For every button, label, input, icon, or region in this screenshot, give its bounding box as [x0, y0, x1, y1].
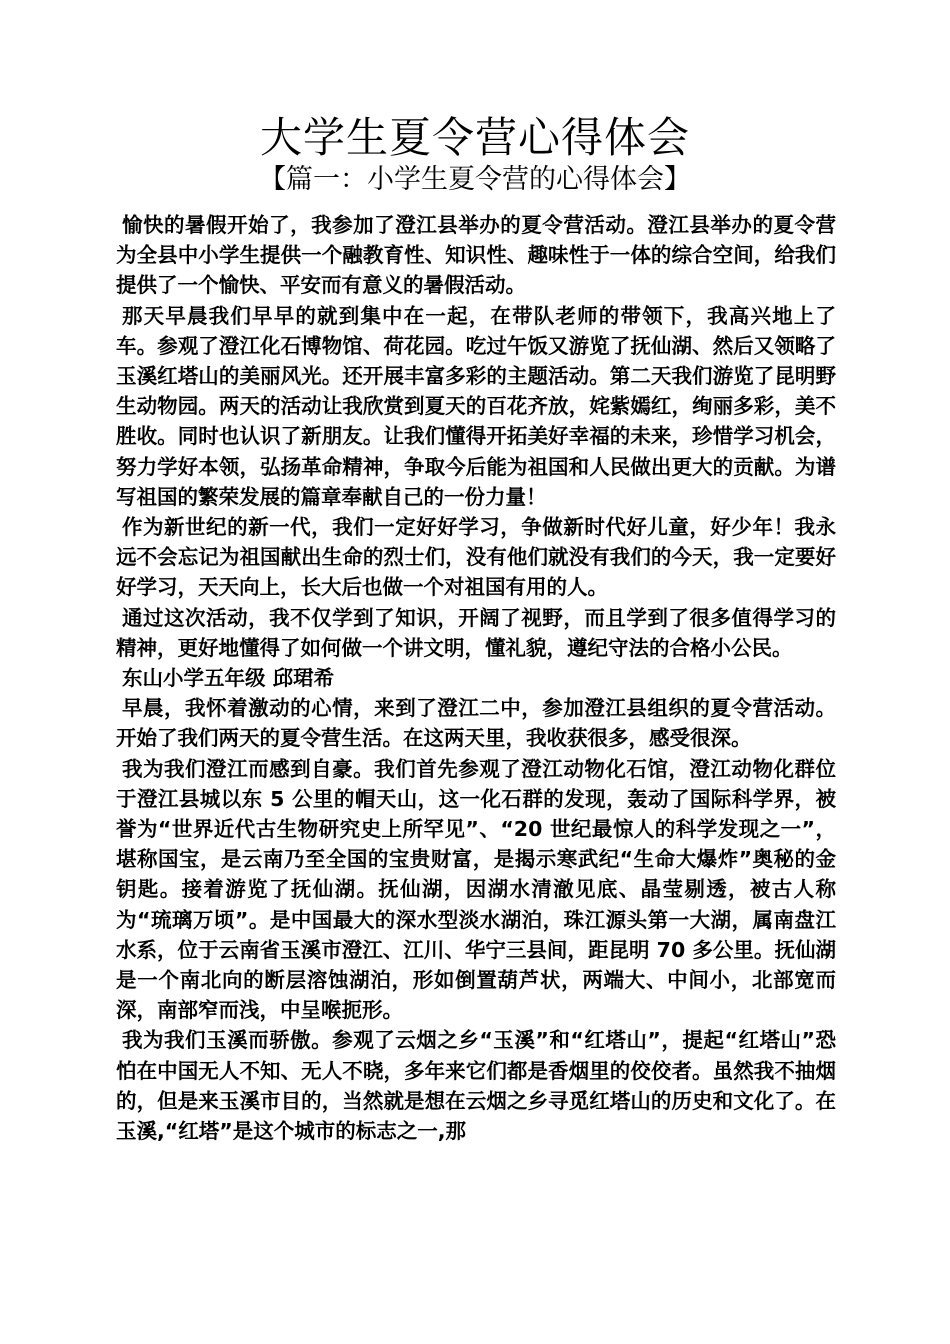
paragraph-4: 通过这次活动，我不仅学到了知识，开阔了视野，而且学到了很多值得学习的精神，更好地懂得了如何做一个讲文明，懂礼貌，遵纪守法的合格小公民。 — [116, 605, 836, 660]
document-title: 大学生夏令营心得体会 — [259, 113, 690, 162]
document-subtitle: 【篇一：小学生夏令营的心得体会】 — [259, 164, 691, 195]
paragraph-5: 早晨，我怀着激动的心情，来到了澄江二中，参加澄江县组织的夏令营活动。开始了我们两天的夏令营生活。在这两天里，我收获很多，感受很深。 — [116, 696, 836, 751]
author-line: 东山小学五年级 邱珺希 — [122, 666, 335, 691]
paragraph-6: 我为我们澄江而感到自豪。我们首先参观了澄江动物化石馆，澄江动物化群位于澄江县城以东 5 公里的帽天山，这一化石群的发现，轰动了国际科学界，被誉为“世界近代古生物研究史上所罕见”、“20 世纪最惊人的科学发现之一”，堪称国宝，是云南乃至全国的宝贵财富，是揭示寒武纪“生命大爆炸”奥秘的金钥匙。接着游览了抚仙湖。抚仙湖，因湖水清澈见底、晶莹剔透，被古人称为“琉璃万顷”。是中国最大的深水型淡水湖泊，珠江源头第一大湖，属南盘江水系，位于云南省玉溪市澄江、江川、华宁三县间，距昆明 70 多公里。抚仙湖是一个南北向的断层溶蚀湖泊，形如倒置葫芦状，两端大、中间小，北部宽而深，南部窄而浅，中呈喉扼形。 — [116, 756, 836, 1023]
paragraph-1: 愉快的暑假开始了，我参加了澄江县举办的夏令营活动。澄江县举办的夏令营为全县中小学生提供一个融教育性、知识性、趣味性于一体的综合空间，给我们提供了一个愉快、平安而有意义的暑假活动。 — [116, 213, 836, 298]
paragraph-7: 我为我们玉溪而骄傲。参观了云烟之乡“玉溪”和“红塔山”，提起“红塔山”恐怕在中国无人不知、无人不晓，多年来它们都是香烟里的佼佼者。虽然我不抽烟的，但是来玉溪市目的，当然就是想在云烟之乡寻觅红塔山的历史和文化了。在玉溪,“红塔”是这个城市的标志之一,那 — [116, 1028, 836, 1144]
document-body — [116, 210, 836, 1146]
paragraph-2: 那天早晨我们早早的就到集中在一起，在带队老师的带领下，我高兴地上了车。参观了澄江化石博物馆、荷花园。吃过午饭又游览了抚仙湖、然后又领略了玉溪红塔山的美丽风光。还开展丰富多彩的主题活动。第二天我们游览了昆明野生动物园。两天的活动让我欣赏到夏天的百花齐放，姹紫嫣红，绚丽多彩，美不胜收。同时也认识了新朋友。让我们懂得开拓美好幸福的未来，珍惜学习机会，努力学好本领，弘扬革命精神，争取今后能为祖国和人民做出更大的贡献。为谱写祖国的繁荣发展的篇章奉献自己的一份力量！ — [116, 303, 836, 509]
paragraph-3: 作为新世纪的新一代，我们一定好好学习，争做新时代好儿童，好少年！我永远不会忘记为祖国献出生命的烈士们，没有他们就没有我们的今天，我一定要好好学习，天天向上，长大后也做一个对祖国有用的人。 — [116, 515, 836, 600]
